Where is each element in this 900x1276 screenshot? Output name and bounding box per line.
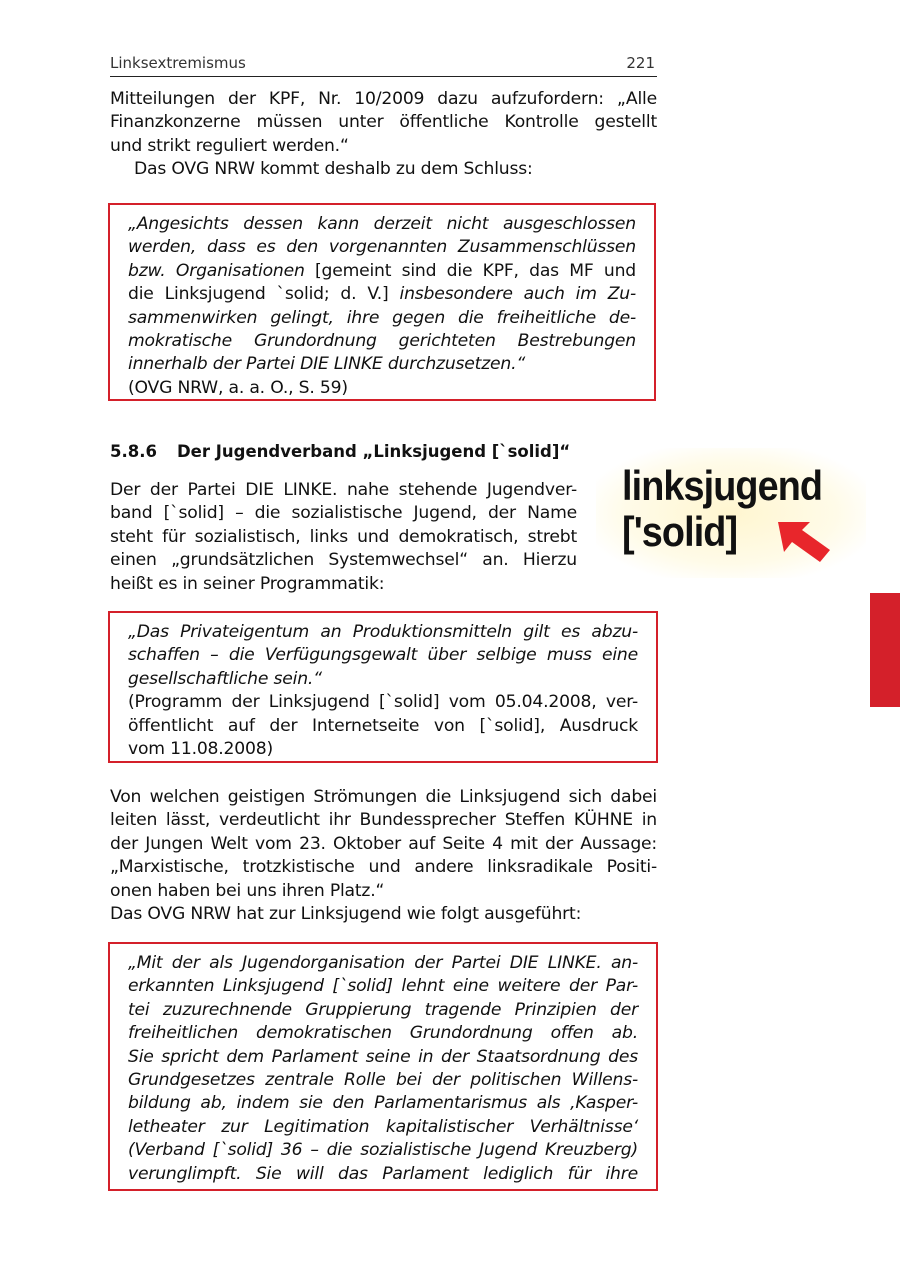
quote-box-ovg-linksjugend [108,942,658,1191]
text-line: erkannten Linksjugend [`solid] lehnt eine weitere der Par- [128,976,638,997]
linksjugend-solid-logo [596,448,866,578]
intro-paragraph [110,88,657,182]
red-arrow-icon [776,520,832,564]
text-line: Das OVG NRW kommt deshalb zu dem Schluss: [134,159,533,180]
section-title: Der Jugendverband „Linksjugend [`solid]“ [176,442,571,461]
text-line: werden, dass es den vorgenannten Zusammenschlüssen [128,237,636,258]
running-header [110,52,657,77]
text-line: Das OVG NRW hat zur Linksjugend wie folgt ausgeführt: [110,904,582,925]
quote-box-ovg [108,203,656,401]
quote-source: öffentlicht auf der Internetseite von [`solid], Ausdruck [128,715,638,736]
logo-text-line1: linksjugend [622,462,823,509]
text-line: (Verband [`solid] 36 – die sozialistische Jugend Kreuzberg) [128,1140,638,1161]
text-line: Der der Partei DIE LINKE. nahe stehende Jugendver- [110,480,577,500]
quote-box-programm [108,611,658,763]
quote-source: (OVG NRW, a. a. O., S. 59) [128,377,348,398]
text-line: Von welchen geistigen Strömungen die Linksjugend sich dabei [110,787,657,807]
text-line: Sie spricht dem Parlament seine in der Staatsordnung des [128,1046,638,1067]
text-line: Finanzkonzerne müssen unter öffentliche Kontrolle gestellt [110,112,657,133]
text-line: freiheitlichen demokratischen Grundordnung offen ab. [128,1023,638,1044]
text-line: der Jungen Welt vom 23. Oktober auf Seite 4 mit der Aussage: [110,833,657,854]
section-heading [110,442,570,461]
text-line: onen haben bei uns ihren Platz.“ [110,880,385,901]
text-line: schaffen – die Verfügungsgewalt über selbige muss eine [128,645,638,666]
text-line: „Das Privateigentum an Produktionsmitteln gilt es abzu- [128,622,638,642]
stroemungen-paragraph [110,786,657,926]
text-line: verunglimpft. Sie will das Parlament lediglich für ihre [128,1163,638,1184]
text-line: gesellschaftliche sein.“ [128,668,322,689]
text-line: bildung ab, indem sie den Parlamentarismus als ‚Kasper- [128,1093,638,1114]
text-line: mokratische Grundordnung gerichteten Bestrebungen [128,331,636,352]
text-line: heißt es in seiner Programmatik: [110,573,385,594]
text-line: leiten lässt, verdeutlicht ihr Bundessprecher Steffen KÜHNE in [110,810,657,831]
text-line: „Angesichts dessen kann derzeit nicht ausgeschlossen [128,214,636,234]
text-line: und strikt reguliert werden.“ [110,135,349,156]
section-number: 5.8.6 [110,442,157,461]
text-line: sammenwirken gelingt, ihre gegen die freiheitliche de- [128,307,636,328]
text-line: steht für sozialistisch, links und demokratisch, strebt [110,526,577,547]
text-line: tei zuzurechnende Gruppierung tragende Prinzipien der [128,999,638,1020]
quote-source: (Programm der Linksjugend [`solid] vom 05.04.2008, ver- [128,692,638,713]
text-line: band [`solid] – die sozialistische Jugend, der Name [110,503,577,524]
logo-text-line2: ['solid] [622,508,738,555]
text-line: „Mit der als Jugendorganisation der Partei DIE LINKE. an- [128,953,638,973]
text-line: Grundgesetzes zentrale Rolle bei der politischen Willens- [128,1070,638,1091]
jugendverband-paragraph [110,479,577,596]
text-line: die Linksjugend `solid; d. V.] insbesondere auch im Zu- [128,284,637,305]
text-line: „Marxistische, trotzkistische und andere linksradikale Positi- [110,857,657,878]
text-line: bzw. Organisationen [gemeint sind die KPF, das MF und [128,260,636,281]
text-line: einen „grundsätzlichen Systemwechsel“ an. Hierzu [110,550,577,571]
text-line: innerhalb der Partei DIE LINKE durchzusetzen.“ [128,354,526,375]
chapter-marker-tab [870,593,900,707]
text-line: Mitteilungen der KPF, Nr. 10/2009 dazu aufzufordern: „Alle [110,89,657,109]
quote-source: vom 11.08.2008) [128,739,274,760]
text-line: letheater zur Legitimation kapitalistischer Verhältnisse‘ [128,1116,638,1137]
page-number: 221 [626,54,655,72]
running-title: Linksextremismus [110,54,246,72]
